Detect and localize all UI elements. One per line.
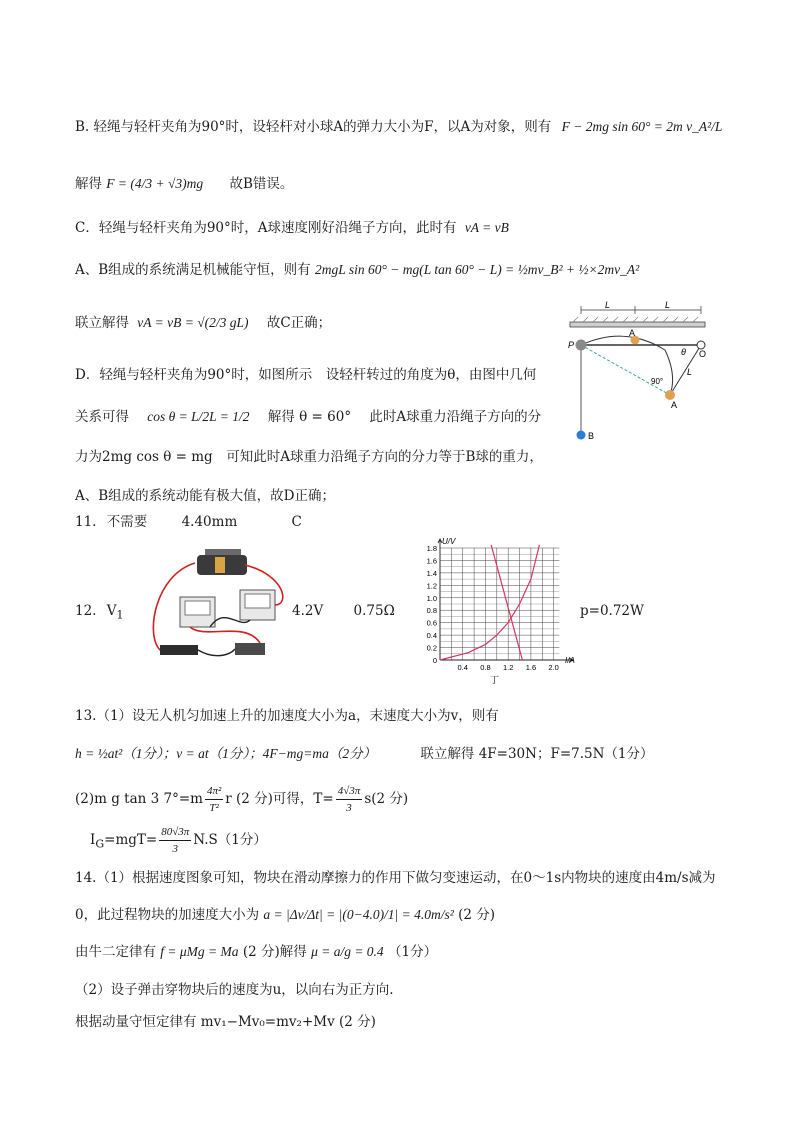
c-text1: C．轻绳与轻杆夹角为90°时，A球速度刚好沿绳子方向，此时有 bbox=[75, 220, 457, 236]
q13-line4-c: N.S（1分） bbox=[193, 832, 267, 848]
q13-frac3-num: 80√3π bbox=[159, 824, 191, 841]
b-result-prefix: 解得 bbox=[75, 176, 102, 192]
ui-graph bbox=[418, 535, 578, 685]
q13-line3 bbox=[75, 783, 408, 816]
c-eq2: 2mgL sin 60° − mg(L tan 60° − L) = ½mv_B² + ½×2mv_A² bbox=[314, 262, 640, 277]
fig1-label-L3: L bbox=[687, 367, 693, 377]
q12-values bbox=[292, 603, 395, 619]
q13-frac2-den: 3 bbox=[346, 802, 352, 814]
q13-frac2-num: 4√3π bbox=[336, 783, 363, 800]
d-text4: A、B组成的系统动能有极大值，故D正确； bbox=[75, 488, 335, 504]
q14-line3-b: (2 分)解得 bbox=[242, 944, 307, 960]
fig1-label-P: P bbox=[568, 340, 575, 350]
fig1-label-L1: L bbox=[605, 300, 611, 310]
q13-line2 bbox=[75, 742, 654, 762]
q13-line3-c: s(2 分) bbox=[364, 791, 409, 807]
y-tick-label: 0 bbox=[432, 656, 437, 665]
d-solve: 解得 θ = 60° bbox=[267, 409, 352, 425]
section-c-line1 bbox=[75, 216, 509, 236]
d-text2-prefix: 关系可得 bbox=[75, 409, 129, 425]
q11-num: 11. bbox=[75, 514, 97, 530]
q14-line3 bbox=[75, 940, 437, 960]
y-tick-label: 0.8 bbox=[426, 606, 437, 616]
q11-a2: 4.40mm bbox=[181, 514, 238, 530]
q13-line4-sub: G bbox=[95, 837, 105, 851]
q14-line1 bbox=[75, 866, 716, 886]
q14-line3-eq: f = μMg = Ma bbox=[160, 944, 239, 959]
fig1-label-A: A bbox=[671, 400, 678, 410]
graph-y-axis-label: U/V bbox=[442, 537, 456, 546]
d-text2-suffix: 此时A球重力沿绳子方向的分 bbox=[369, 409, 542, 425]
q14-line2 bbox=[75, 903, 495, 923]
q11-a3: C bbox=[291, 514, 302, 530]
rod-rope-diagram bbox=[565, 300, 715, 460]
fig1-label-O: O bbox=[699, 349, 707, 359]
q11-line bbox=[75, 510, 302, 530]
q13-line3-a: (2)m g tan 3 7°=m bbox=[75, 791, 203, 807]
y-tick-label: 1.0 bbox=[426, 593, 437, 603]
x-tick-label: 2.0 bbox=[548, 663, 559, 672]
d-text3: 力为2mg cos θ = mg 可知此时A球重力沿绳子方向的分力等于B球的重力， bbox=[75, 449, 543, 465]
q14-line4-text: （2）设子弹击穿物块后的速度为u，以向右为正方向. bbox=[75, 982, 394, 998]
fig1-label-L2: L bbox=[665, 300, 671, 310]
section-c-line3 bbox=[75, 311, 331, 331]
section-d-line3 bbox=[75, 445, 543, 465]
q12-a1: V bbox=[106, 603, 117, 619]
q14-line1-text: 14.（1）根据速度图象可知，物块在滑动摩擦力的作用下做匀变速运动，在0～1s内物块的速度由4m/s减为 bbox=[75, 870, 716, 886]
section-b-result bbox=[75, 172, 293, 192]
q12-line bbox=[75, 603, 124, 622]
y-tick-label: 1.8 bbox=[426, 544, 437, 553]
q13-frac2 bbox=[336, 783, 363, 816]
series-battery-line bbox=[491, 545, 522, 660]
b-result: F = (4/3 + √3)mg bbox=[106, 176, 204, 191]
c-text3: 联立解得 bbox=[75, 315, 129, 331]
y-tick-label: 1.4 bbox=[426, 568, 437, 578]
fig1-label-A-top: A bbox=[629, 328, 636, 338]
section-d-line1 bbox=[75, 363, 536, 383]
q12-a1-sub: 1 bbox=[116, 608, 124, 622]
d-eq: cos θ = L/2L = 1/2 bbox=[147, 409, 250, 424]
x-tick-label: 0.8 bbox=[480, 663, 491, 672]
section-b-statement bbox=[75, 115, 722, 135]
b-equation: F − 2mg sin 60° = 2m v_A²/L bbox=[561, 119, 723, 134]
q14-line5 bbox=[75, 1010, 376, 1030]
q14-line3-c: （1分） bbox=[387, 944, 438, 960]
graph-axes bbox=[438, 539, 573, 662]
y-tick-label: 1.6 bbox=[426, 556, 437, 566]
section-d-line4 bbox=[75, 484, 335, 504]
fig1-label-theta: θ bbox=[681, 347, 686, 357]
series-lamp-curve bbox=[440, 545, 539, 660]
fig1-label-90: 90° bbox=[651, 377, 664, 386]
q13-intro bbox=[75, 704, 499, 724]
q14-line3-eq2: μ = a/g = 0.4 bbox=[311, 944, 384, 959]
c-verdict: 故C正确； bbox=[266, 315, 332, 331]
q11-a1: 不需要 bbox=[106, 514, 148, 530]
q14-line2-b: (2 分) bbox=[458, 907, 496, 923]
y-tick-label: 0.6 bbox=[426, 618, 437, 628]
b-text: B. 轻绳与轻杆夹角为90°时，设轻杆对小球A的弹力大小为F，以A为对象，则有 bbox=[75, 119, 552, 135]
q14-line4 bbox=[75, 978, 394, 998]
x-tick-label: 1.2 bbox=[502, 663, 514, 672]
q13-line2-a: h = ½at²（1分）；v = at（1分）；4F−mg=ma（2分） bbox=[75, 746, 377, 761]
graph-title: 丁 bbox=[490, 675, 500, 685]
fig1-label-B: B bbox=[588, 431, 595, 441]
q12-a2: 4.2V bbox=[292, 603, 324, 619]
q13-frac3-den: 3 bbox=[172, 843, 178, 855]
section-c-line2 bbox=[75, 258, 639, 278]
q12-num: 12. bbox=[75, 603, 97, 619]
q13-intro-text: 13.（1）设无人机匀加速上升的加速度大小为a，末速度大小为v，则有 bbox=[75, 708, 499, 724]
d-text1: D．轻绳与轻杆夹角为90°时，如图所示 设轻杆转过的角度为θ，由图中几何 bbox=[75, 367, 537, 383]
q13-frac3 bbox=[159, 824, 191, 857]
q13-line4-b: =mgT= bbox=[104, 832, 158, 848]
section-d-line2 bbox=[75, 405, 541, 425]
c-eq1: vA = vB bbox=[464, 220, 509, 235]
y-tick-label: 1.2 bbox=[426, 581, 437, 591]
q13-line2-b: 联立解得 4F=30N；F=7.5N（1分） bbox=[420, 746, 654, 762]
q12-a3: 0.75Ω bbox=[353, 603, 395, 619]
q12-a4: p=0.72W bbox=[580, 603, 644, 619]
q14-line2-a: 0，此过程物块的加速度大小为 bbox=[75, 907, 260, 923]
q14-line2-eq: a = |Δv/Δt| = |(0−4.0)/1| = 4.0m/s² bbox=[263, 907, 454, 922]
q13-frac1-num: 4π² bbox=[205, 783, 223, 800]
circuit-photo bbox=[145, 545, 295, 670]
q13-line4-a: I bbox=[90, 832, 96, 848]
q12-power bbox=[580, 603, 644, 619]
q13-frac1-den: T² bbox=[209, 802, 219, 814]
q13-frac1 bbox=[205, 783, 223, 816]
c-text2: A、B组成的系统满足机械能守恒，则有 bbox=[75, 262, 311, 278]
q14-line3-a: 由牛二定律有 bbox=[75, 944, 156, 960]
c-eq3: vA = vB = √(2/3 gL) bbox=[137, 315, 249, 330]
graph-x-axis-label: I/A bbox=[565, 656, 575, 665]
y-tick-label: 0.2 bbox=[426, 643, 437, 653]
q13-line3-b: r (2 分)可得，T= bbox=[225, 791, 334, 807]
b-verdict: 故B错误。 bbox=[229, 176, 294, 192]
x-tick-label: 1.6 bbox=[525, 663, 537, 672]
q14-line5-text: 根据动量守恒定律有 mv₁−Mv₀=mv₂+Mv (2 分) bbox=[75, 1014, 376, 1030]
x-tick-label: 0.4 bbox=[457, 663, 468, 672]
y-tick-label: 0.4 bbox=[426, 631, 437, 641]
q13-line4 bbox=[90, 824, 267, 857]
